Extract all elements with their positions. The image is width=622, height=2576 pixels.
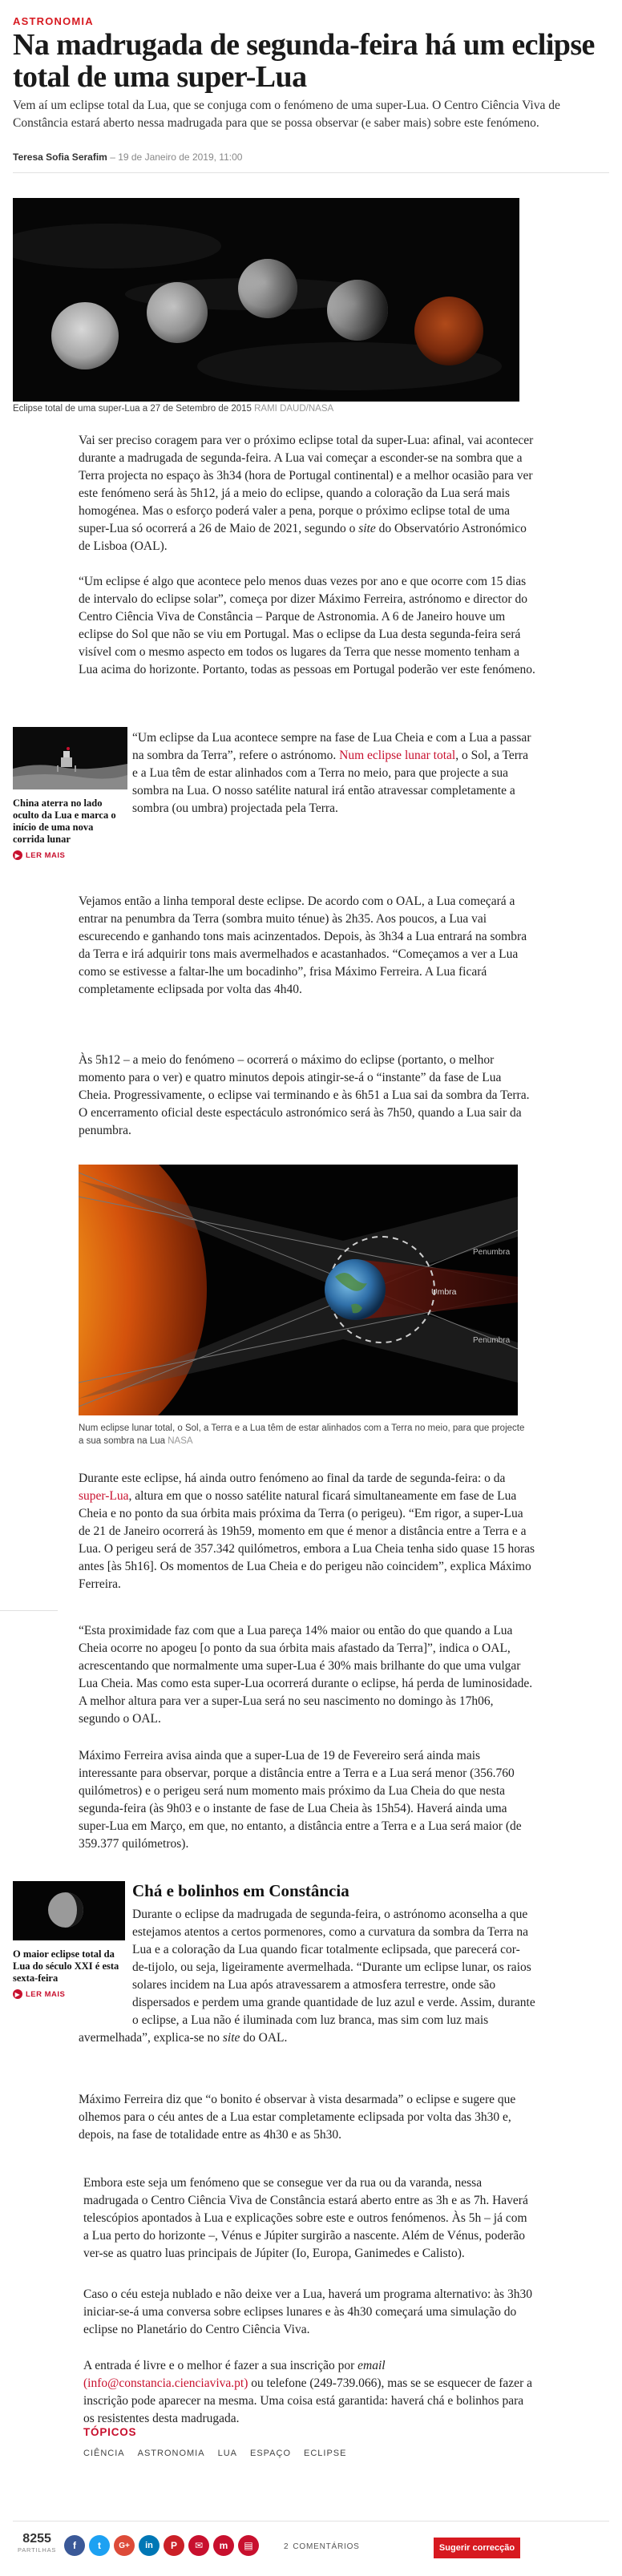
paragraph: Caso o céu esteja nublado e não deixe ver a Lua, haverá um programa alternativo: às 3h30 iniciar-se-á uma conversa sobre eclipses lunares e às 4h30 começará uma simulação do eclipse no Planetário do Centro Ciência Viva. [83, 2287, 532, 2336]
twitter-icon[interactable]: t [89, 2535, 110, 2556]
paragraph [79, 1906, 535, 2047]
paragraph: Vejamos então a linha temporal deste eclipse. De acordo com o OAL, a Lua começará a entrar na penumbra da Terra (sombra muito ténue) às 2h35. Aos poucos, a Lua vai escurecendo e ganhando tons mais acinzentados. Depois, às 3h34 a Lua entrará na sombra da Terra e irá adquirir tons mais avermelhados e acastanhados. “Começamos a ver a Lua como se estivesse a faltar-lhe um bocadinho”, frisa Máximo Ferreira. A Lua ficará completamente eclipsada por volta das 4h40. [79, 894, 527, 996]
paragraph-text: ou telefone (249-739.066), mas se se esquecer de fazer a inscrição pode aparecer na mesma. Uma coisa está garantida: haverá chá e bolinhos para os resistentes desta madrugada. [83, 2376, 532, 2425]
diagram-caption [79, 1422, 527, 1447]
topic-link[interactable]: LUA [217, 2449, 237, 2458]
paragraph-emphasis: email [357, 2359, 386, 2372]
paragraph [132, 729, 535, 818]
read-more-link[interactable] [13, 850, 127, 860]
inline-link-super-lua[interactable]: super-Lua [79, 1489, 129, 1503]
author-name[interactable]: Teresa Sofia Serafim [13, 151, 107, 163]
float-spacer [79, 1906, 132, 2029]
linkedin-icon[interactable]: in [139, 2535, 160, 2556]
paragraph [79, 1470, 535, 1593]
byline [13, 151, 242, 163]
pinterest-icon[interactable]: P [164, 2535, 184, 2556]
inline-link-email[interactable]: (info@constancia.cienciaviva.pt) [83, 2376, 248, 2390]
byline-sep: – [110, 151, 119, 163]
hero-caption-text: Eclipse total de uma super-Lua a 27 de Setembro de 2015 [13, 404, 252, 414]
paragraph [83, 2357, 532, 2428]
eclipse-sequence-illustration [13, 198, 519, 402]
email-icon[interactable]: ✉ [188, 2535, 209, 2556]
related-article-title[interactable]: China aterra no lado oculto da Lua e marca o início de uma nova corrida lunar [13, 797, 116, 845]
article-lead: Vem aí um eclipse total da Lua, que se conjuga com o fenómeno de uma super-Lua. O Centro Ciência Viva de Constância estará aberto nessa madrugada para que se possa observar (e saber mais) sobre este fenómeno. [13, 99, 560, 130]
hero-caption [13, 404, 333, 414]
diagram-credit: NASA [168, 1436, 193, 1446]
read-more-label: LER MAIS [26, 1989, 66, 1999]
share-count [18, 2532, 56, 2554]
eclipse-diagram [79, 1165, 518, 1415]
hero-credit: RAMI DAUD/NASA [254, 404, 334, 414]
penumbra-top-label: Penumbra [473, 1248, 511, 1257]
publish-date: 19 de Janeiro de 2019, 11:00 [118, 151, 243, 163]
paragraph: Máximo Ferreira avisa ainda que a super-Lua de 19 de Fevereiro será ainda mais interessante para observar, porque a distância entre a Terra e a Lua será menor (356.760 quilómetros) e o perigeu será num momento mais próximo da Lua Cheia do que nesta segunda-feira (às 9h03 e o instante de fase de Lua Cheia às 15h54). Haverá ainda uma super-Lua em Março, em que, no entanto, a distância entre a Terra e a Lua será maior (de 359.377 quilómetros). [79, 1749, 522, 1851]
share-buttons [64, 2535, 259, 2556]
paragraph-text: “Um eclipse da Lua acontece sempre na fase de Lua Cheia e com a Lua a passar na sombra da Terra”, refere o astrónomo. [132, 731, 531, 762]
related-article-thumbnail [13, 727, 127, 789]
messenger-icon[interactable]: m [213, 2535, 234, 2556]
suggest-correction-button[interactable]: Sugerir correcção [434, 2538, 520, 2558]
penumbra-bottom-label: Penumbra [473, 1336, 511, 1345]
paragraph: Máximo Ferreira diz que “o bonito é observar à vista desarmada” o eclipse e sugere que olhemos para o céu antes de a Lua estar completamente eclipsada por volta das 3h30 e, depois, na fase de totalidade entre as 4h30 e as 5h30. [79, 2093, 516, 2142]
topics-title: TÓPICOS [83, 2426, 137, 2438]
divider [13, 172, 609, 173]
read-more-icon: ▶ [13, 850, 22, 860]
print-icon[interactable]: ▤ [238, 2535, 259, 2556]
related-article-title[interactable]: O maior eclipse total da Lua do século XXI é esta sexta-feira [13, 1948, 119, 1984]
paragraph-text: Durante este eclipse, há ainda outro fenómeno ao final da tarde de segunda-feira: o da [79, 1472, 506, 1485]
paragraph: Embora este seja um fenómeno que se consegue ver da rua ou da varanda, nessa madrugada o Centro Ciência Viva de Constância estará aberto entre as 3h e as 7h. Haverá telescópios apontados à Lua e explicações sobre este e outros fenómenos. Às 5h – já com a Lua perto do horizonte –, Vénus e Júpiter surgirão a nascente. Além de Vénus, poderão ver-se as quatro luas principais de Júpiter (Io, Europa, Ganimedes e Calisto). [83, 2176, 528, 2260]
paragraph-text: Vai ser preciso coragem para ver o próximo eclipse total da super-Lua: afinal, vai acontecer durante a madrugada de segunda-feira. A Lua vai começar a esconder-se na sombra que a Terra projecta no espaço às 3h34 (hora de Portugal continental) e a melhor ocasião para ver este fenómeno será às 5h12, já a meio do eclipse, quando a coloração da Lua será mais homogénea. Mas o esforço poderá valer a pena, porque o próximo eclipse total de uma super-Lua só ocorrerá a 26 de Maio de 2021, segundo o [79, 434, 534, 535]
eclipse-diagram-illustration [79, 1165, 518, 1415]
read-more-icon: ▶ [13, 1989, 22, 1999]
umbra-label: Umbra [431, 1287, 457, 1297]
topic-link[interactable]: ESPAÇO [249, 2449, 292, 2458]
comments-label: COMENTÁRIOS [293, 2542, 360, 2551]
paragraph [79, 432, 535, 555]
google-plus-icon[interactable]: G+ [114, 2535, 135, 2556]
divider [0, 1610, 58, 1611]
paragraph-text: Durante o eclipse da madrugada de segunda-feira, o astrónomo aconselha a que estejamos atentos a certos pormenores, como a curvatura da sombra da Terra na Lua e a coloração da Lua quando ficar totalmente eclipsada, que parecerá cor-de-tijolo, ou seja, ligeiramente avermelhada. “Durante um eclipse lunar, os raios solares incidem na Lua após atravessarem a atmosfera terrestre, onde são dispersados e perdem uma grande quantidade de luz azul e verde. Assim, durante o eclipse, a Lua não é iluminada com luz branca, mas sim com luz mais avermelhada”, explica-se no [79, 1908, 535, 2045]
paragraph-text: , o Sol, a Terra e a Lua têm de estar alinhados com a Terra no meio, para que projecte a sua sombra na Lua. O nosso satélite natural irá então atravessar completamente a sombra (ou umbra) projectada pela Terra. [132, 749, 528, 815]
hero-image [13, 198, 519, 402]
share-count-number: 8255 [22, 2532, 51, 2546]
comments-link[interactable] [284, 2542, 360, 2551]
paragraph-emphasis: site [222, 2031, 240, 2045]
paragraph-text: do Observatório Astronómico de Lisboa (OAL). [79, 522, 527, 553]
section-subheading: Chá e bolinhos em Constância [132, 1881, 349, 1900]
facebook-icon[interactable]: f [64, 2535, 85, 2556]
topics-list [83, 2449, 346, 2458]
paragraph-text: , altura em que o nosso satélite natural ficará simultaneamente em fase de Lua Cheia e no ponto da sua órbita mais próxima da Terra (o perigeu). “Em rigor, a super-Lua de 21 de Janeiro ocorrerá às 19h59, momento em que é menor a distância entre a Terra e a Lua. O perigeu será de 357.342 quilómetros, embora a Lua Cheia tenha sido quase 15 horas antes [às 5h16]. Os momentos de Lua Cheia e do perigeu não coincidem”, explica Máximo Ferreira. [79, 1489, 535, 1591]
section-tag[interactable]: ASTRONOMIA [13, 15, 94, 27]
paragraph: “Esta proximidade faz com que a Lua pareça 14% maior ou então do que quando a Lua Cheia ocorre no apogeu [o ponto da sua órbita mais afastado da Terra]”, indica o OAL, acrescentando que normalmente uma super-Lua é 30% mais brilhante do que uma vulgar Lua Cheia. Mas como esta super-Lua ocorrerá durante o eclipse, há perda de luminosidade. A melhor altura para ver a super-Lua será no seu nascimento no domingo às 17h06, segundo o OAL. [79, 1624, 533, 1726]
paragraph-text: do OAL. [243, 2031, 288, 2045]
paragraph-text: A entrada é livre e o melhor é fazer a sua inscrição por [83, 2359, 355, 2372]
topic-link[interactable]: ECLIPSE [304, 2449, 347, 2458]
topic-link[interactable]: ASTRONOMIA [137, 2449, 205, 2458]
paragraph: “Um eclipse é algo que acontece pelo menos duas vezes por ano e que ocorre com 15 dias de intervalo do eclipse solar”, começa por dizer Máximo Ferreira, astrónomo e director do Centro Ciência Viva de Constância – Parque de Astronomia. A 6 de Janeiro houve um eclipse do Sol que não se viu em Portugal. Mas o eclipse da Lua desta segunda-feira será visível com o mesmo aspecto em todos os lugares da Terra que nesse momento tenham a Lua acima do horizonte. Portanto, todas as pessoas em Portugal poderão ver este fenómeno. [79, 575, 535, 676]
share-count-label: PARTILHAS [18, 2546, 57, 2554]
paragraph: Às 5h12 – a meio do fenómeno – ocorrerá o máximo do eclipse (portanto, o melhor momento para o ver) e quatro minutos depois atingir-se-á o “instante” da fase de Lua Cheia. Progressivamente, o eclipse vai terminando e às 6h51 a Lua sai da sombra da Terra. O encerramento oficial deste espectáculo astronómico será às 7h50, quando a Lua sair da penumbra. [79, 1053, 530, 1137]
related-article-card[interactable] [13, 727, 127, 860]
inline-link-eclipse[interactable]: Num eclipse lunar total [339, 749, 456, 762]
read-more-label: LER MAIS [26, 850, 66, 860]
paragraph-emphasis: site [358, 522, 376, 535]
diagram-caption-text: Num eclipse lunar total, o Sol, a Terra e a Lua têm de estar alinhados com a Terra no meio, para que projecte a sua sombra na Lua [79, 1423, 525, 1446]
article-title: Na madrugada de segunda-feira há um eclipse total de uma super-Lua [13, 28, 595, 94]
comment-count: 2 [284, 2542, 289, 2551]
topic-link[interactable]: CIÊNCIA [83, 2449, 125, 2458]
